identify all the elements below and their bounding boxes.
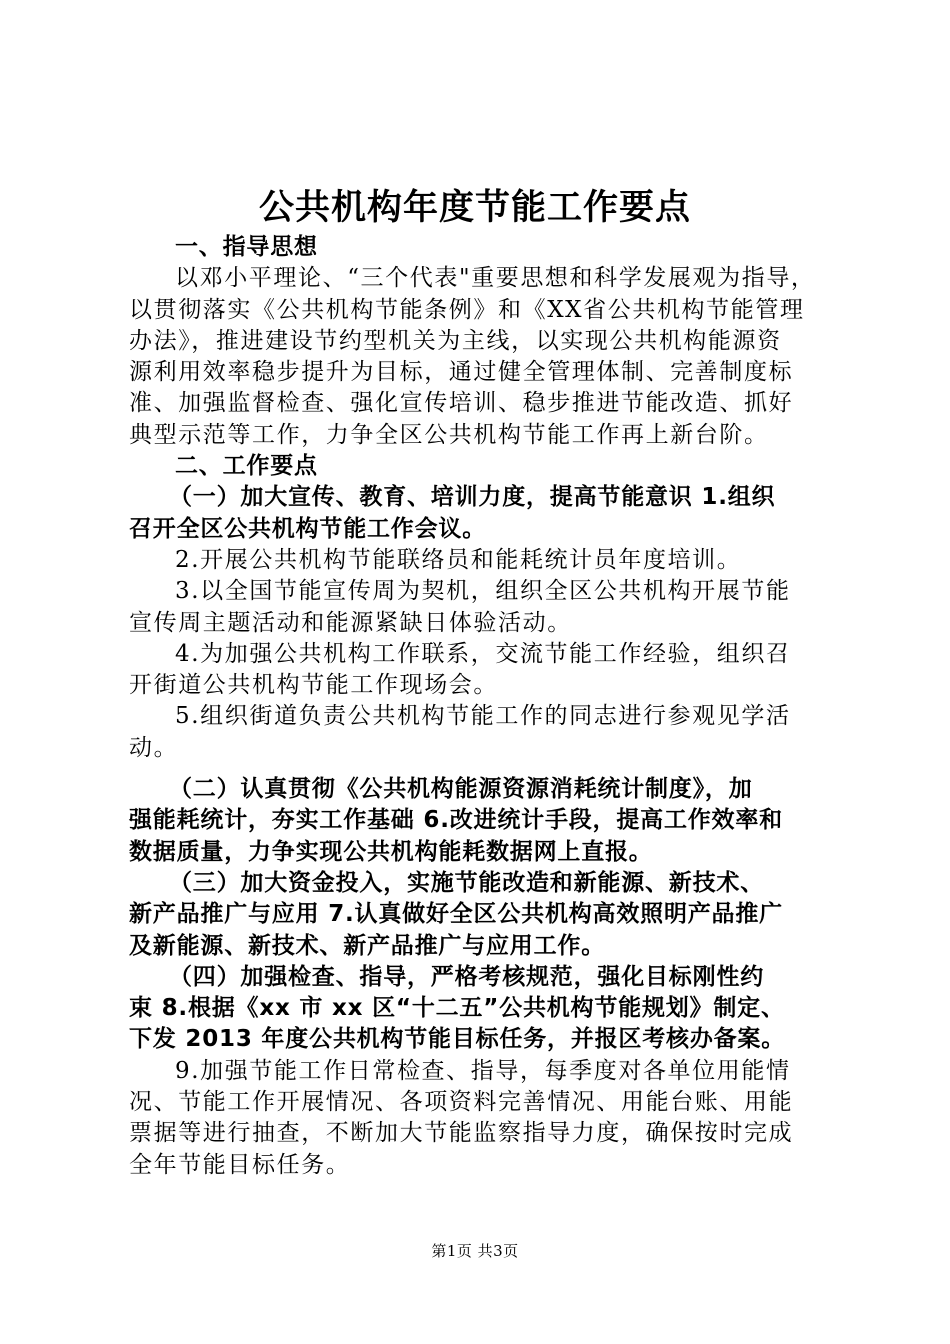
paragraph-line: 全年节能目标任务。 [129, 1151, 351, 1178]
section-heading: 一、指导思想 [175, 234, 318, 260]
subsection-line: 及新能源、新技术、新产品推广与应用工作。 [129, 932, 605, 959]
subsection-line: （三）加大资金投入，实施节能改造和新能源、新技术、 [169, 869, 764, 896]
subsection-line: 新产品推广与应用 7.认真做好全区公共机构高效照明产品推广 [129, 901, 783, 928]
subsection-line: 强能耗统计，夯实工作基础 6.改进统计手段，提高工作效率和 [129, 807, 783, 834]
subsection-line: （四）加强检查、指导，严格考核规范，强化目标刚性约 [169, 963, 764, 990]
paragraph-line: 3.以全国节能宣传周为契机，组织全区公共机构开展节能 [175, 578, 791, 605]
paragraph-line: 动。 [129, 734, 179, 761]
page-number-footer: 第1页 共3页 [431, 1242, 519, 1260]
section-heading: 二、工作要点 [175, 453, 318, 480]
subsection-line: （一）加大宣传、教育、培训力度，提高节能意识 1.组织 [169, 484, 776, 511]
paragraph-line: 5.组织街道负责公共机构节能工作的同志进行参观见学活 [175, 703, 791, 730]
subsection-line: （二）认真贯彻《公共机构能源资源消耗统计制度》，加 [169, 776, 753, 803]
paragraph-line: 以贯彻落实《公共机构节能条例》和《XX省公共机构节能管理 [129, 296, 805, 323]
paragraph-line: 2.开展公共机构节能联络员和能耗统计员年度培训。 [175, 546, 742, 573]
paragraph-line: 况、节能工作开展情况、各项资料完善情况、用能台账、用能 [129, 1089, 794, 1116]
subsection-line: 束 8.根据《xx 市 xx 区“十二五”公共机构节能规划》制定、 [129, 995, 785, 1022]
subsection-line: 召开全区公共机构节能工作会议。 [129, 515, 486, 542]
subsection-line: 下发 2013 年度公共机构节能目标任务，并报区考核办备案。 [129, 1026, 786, 1053]
paragraph-line: 准、加强监督检查、强化宣传培训、稳步推进节能改造、抓好 [129, 390, 794, 417]
paragraph-line: 开街道公共机构节能工作现场会。 [129, 672, 498, 699]
document-body [129, 232, 834, 1181]
paragraph-line: 9.加强节能工作日常检查、指导，每季度对各单位用能情 [175, 1057, 791, 1084]
subsection-line: 数据质量，力争实现公共机构能耗数据网上直报。 [129, 838, 653, 865]
paragraph-line: 典型示范等工作，力争全区公共机构节能工作再上新台阶。 [129, 421, 769, 448]
paragraph-line: 源利用效率稳步提升为目标，通过健全管理体制、完善制度标 [129, 359, 794, 386]
document-title: 公共机构年度节能工作要点 [258, 188, 691, 228]
paragraph-line: 以邓小平理论、“三个代表"重要思想和科学发展观为指导， [175, 265, 816, 292]
paragraph-line: 票据等进行抽查，不断加大节能监察指导力度，确保按时完成 [129, 1120, 794, 1147]
paragraph-line: 宣传周主题活动和能源紧缺日体验活动。 [129, 609, 572, 636]
paragraph-line: 办法》，推进建设节约型机关为主线，以实现公共机构能源资 [129, 327, 782, 354]
paragraph-line: 4.为加强公共机构工作联系，交流节能工作经验，组织召 [175, 640, 791, 667]
